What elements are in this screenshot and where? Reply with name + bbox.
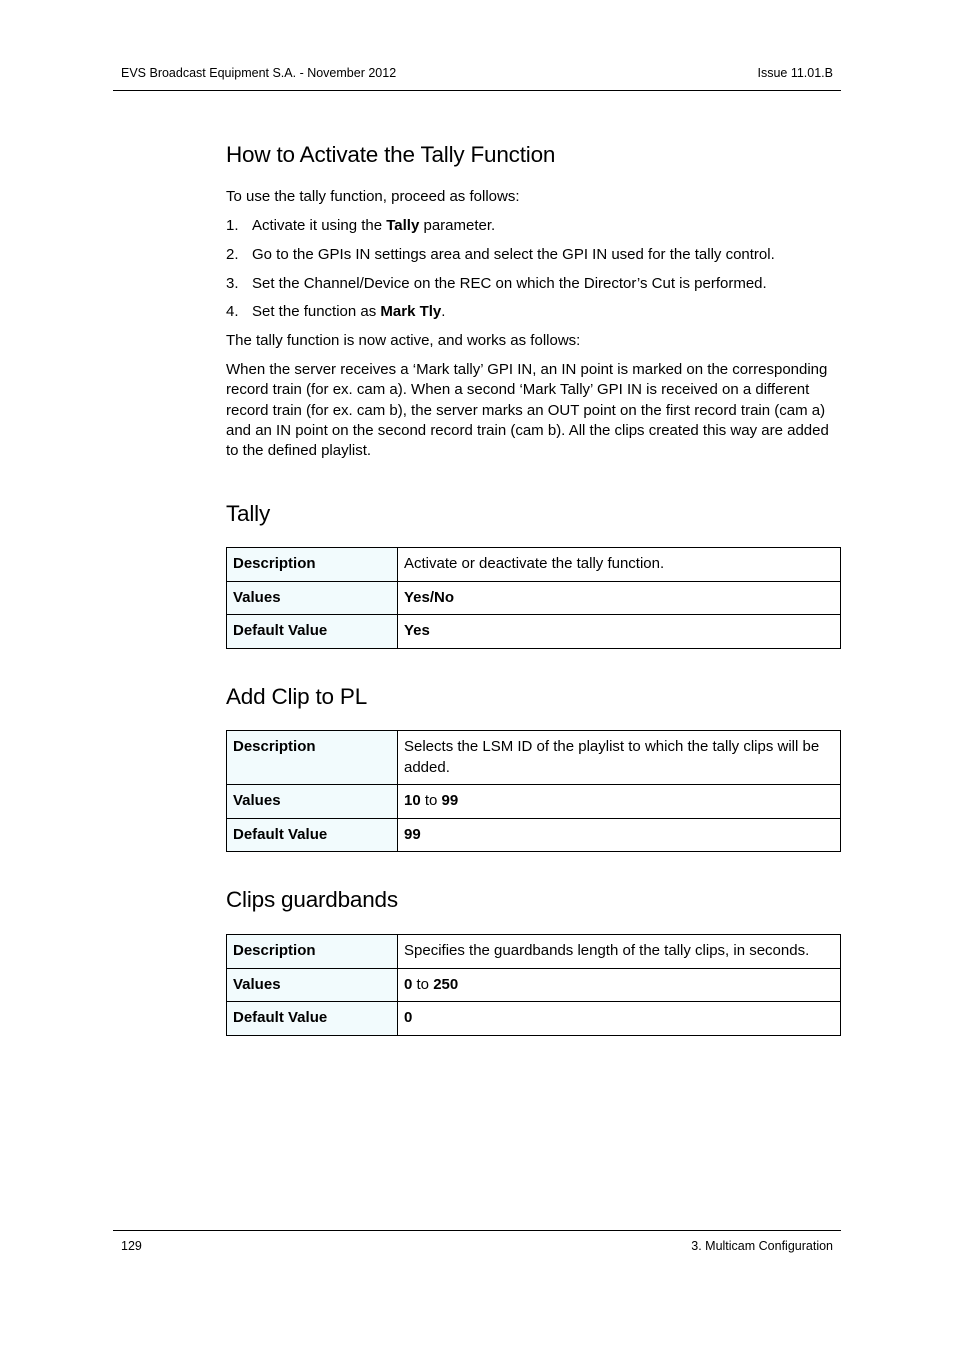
section-title-activate-tally: How to Activate the Tally Function: [226, 142, 556, 167]
add-clip-parameter-table: [226, 730, 841, 852]
default-text: 99: [404, 825, 421, 843]
section-title-add-clip: Add Clip to PL: [226, 684, 368, 709]
guardbands-parameter-table: [226, 934, 841, 1036]
step-text: Activate it using the: [252, 217, 387, 234]
table-row: [227, 615, 841, 649]
table-row: [227, 581, 841, 615]
values-min: 0: [404, 975, 413, 993]
values-text: Yes/No: [404, 588, 455, 606]
row-label: Description: [227, 935, 398, 969]
step-text: Set the Channel/Device on the REC on which the Director’s Cut is performed.: [252, 275, 767, 292]
explanation-paragraph: When the server receives a ‘Mark tally’ GPI IN, an IN point is marked on the corresponding record train (for ex. cam a). When a second ‘Mark Tally’ GPI IN is received on a different record train (for ex. cam b), the server marks an OUT point on the first record train (cam a) and an IN point on the second record train (cam b). All the clips created this way are added to the defined playlist.: [226, 361, 829, 460]
step-number: 4.: [226, 303, 239, 320]
table-row: [227, 548, 841, 582]
row-label: Default Value: [227, 615, 398, 649]
description-value: Selects the LSM ID of the playlist to which the tally clips will be added.: [398, 731, 841, 785]
description-value: Activate or deactivate the tally function.: [398, 548, 841, 582]
values-to: to: [420, 792, 442, 809]
values-min: 10: [404, 792, 421, 809]
step-1: [226, 216, 841, 236]
page-header: [113, 64, 841, 91]
values-to: to: [412, 975, 434, 993]
row-label: Values: [227, 968, 398, 1002]
values-max: 99: [441, 792, 459, 809]
status-paragraph: The tally function is now active, and works as follows:: [226, 332, 581, 349]
row-label: Values: [227, 581, 398, 615]
intro-paragraph: To use the tally function, proceed as follows:: [226, 188, 520, 205]
section-title-tally: Tally: [226, 501, 271, 526]
default-text: 0: [404, 1009, 413, 1026]
step-text: Set the function as: [252, 303, 381, 320]
values-value: [398, 581, 841, 615]
description-value: Specifies the guardbands length of the tally clips, in seconds.: [398, 935, 841, 969]
table-row: [227, 785, 841, 819]
row-label: Values: [227, 785, 398, 819]
section-title-guardbands: Clips guardbands: [226, 887, 398, 912]
step-text: Go to the GPIs IN settings area and select the GPI IN used for the tally control.: [252, 246, 775, 263]
step-number: 3.: [226, 275, 239, 292]
step-text-tail: parameter.: [419, 217, 496, 234]
table-row: [227, 818, 841, 852]
default-value: [398, 818, 841, 852]
values-max: 250: [433, 975, 459, 993]
footer-section: 3. Multicam Configuration: [691, 1239, 833, 1253]
step-number: 1.: [226, 217, 239, 234]
default-text: Yes: [404, 622, 430, 639]
table-row: [227, 1002, 841, 1036]
table-row: [227, 731, 841, 785]
table-row: [227, 935, 841, 969]
step-bold-term: Mark Tly: [380, 303, 442, 320]
page-footer: [113, 1230, 841, 1253]
step-number: 2.: [226, 246, 239, 263]
row-label: Description: [227, 548, 398, 582]
tally-parameter-table: [226, 547, 841, 649]
values-value: [398, 785, 841, 819]
values-value: [398, 968, 841, 1002]
row-label: Default Value: [227, 1002, 398, 1036]
step-3: [226, 274, 841, 294]
step-4: [226, 302, 841, 322]
default-value: [398, 615, 841, 649]
header-publisher: EVS Broadcast Equipment S.A. - November 2012: [121, 66, 397, 80]
row-label: Description: [227, 731, 398, 785]
default-value: [398, 1002, 841, 1036]
row-label: Default Value: [227, 818, 398, 852]
table-row: [227, 968, 841, 1002]
step-text-tail: .: [441, 303, 446, 320]
header-issue: Issue 11.01.B: [757, 66, 833, 80]
page-number: 129: [121, 1239, 142, 1253]
step-bold-term: Tally: [386, 217, 420, 234]
step-2: [226, 245, 841, 265]
